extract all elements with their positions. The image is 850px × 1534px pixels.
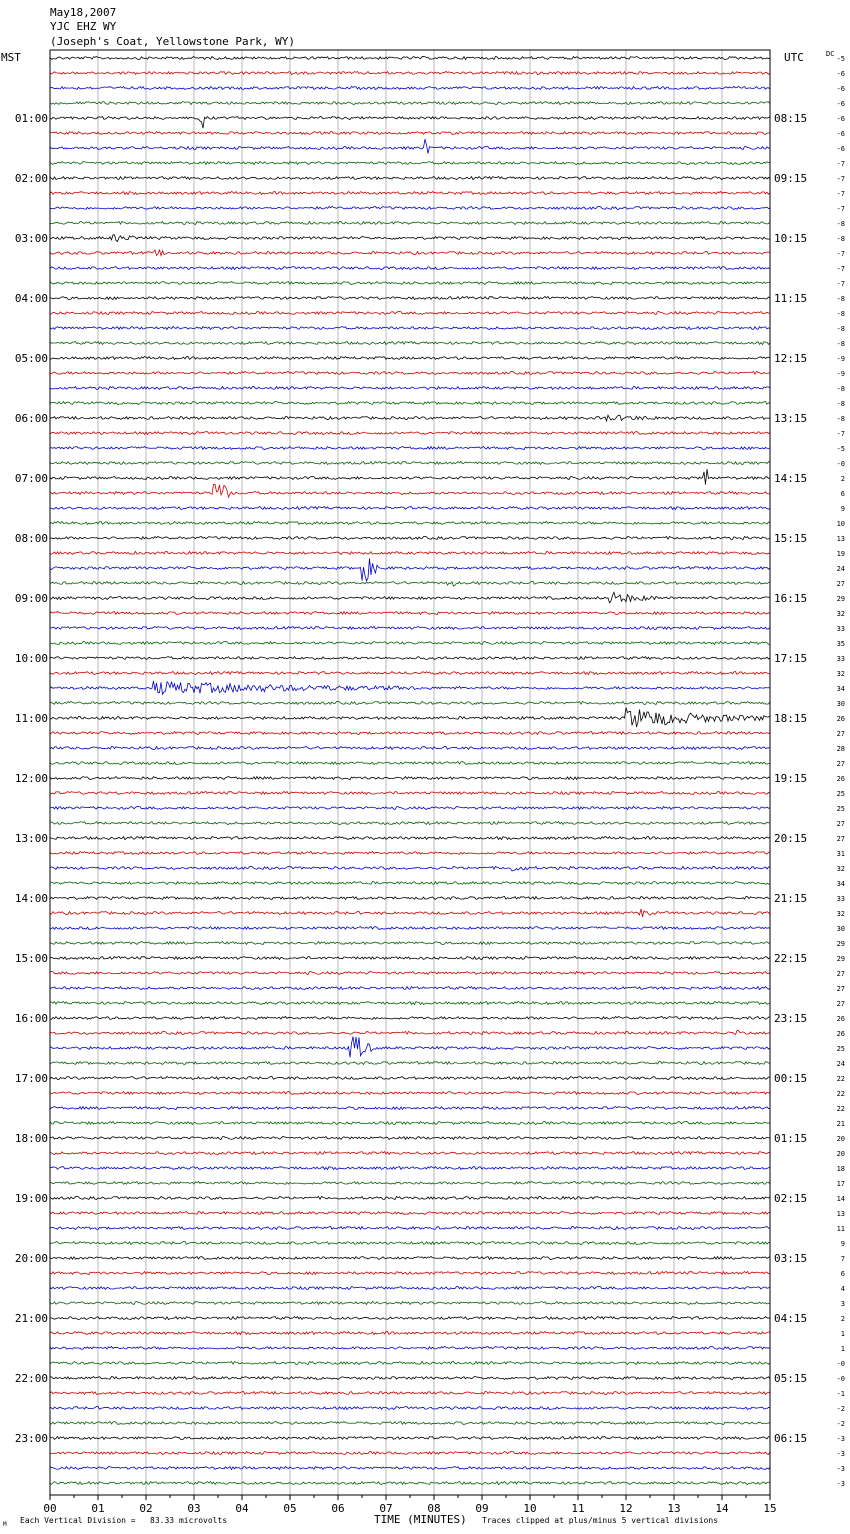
axis-labels [1,50,845,1528]
dc-offset-label: 30 [836,700,845,708]
dc-offset-label: 22 [836,1105,845,1113]
trace-row-94 [50,1467,770,1470]
right-hour-label: 03:15 [774,1252,808,1265]
trace-row-10 [50,206,770,209]
trace-row-69 [50,1092,770,1095]
dc-offset-label: 2 [840,1315,845,1323]
dc-offset-label: -6 [836,100,845,108]
trace-row-2 [50,86,770,89]
trace-row-35 [50,582,770,587]
right-hour-label: 21:15 [774,892,808,905]
trace-row-95 [50,1482,770,1485]
dc-offset-label: 27 [836,835,845,843]
x-tick-label-04: 04 [235,1502,249,1515]
dc-offset-label: 32 [836,910,845,918]
trace-row-71 [50,1121,770,1124]
x-tick-label-15: 15 [763,1502,777,1515]
dc-offset-label: 26 [836,715,845,723]
trace-row-58 [50,927,770,930]
dc-offset-label: 18 [836,1165,845,1173]
seismic-traces [50,56,770,1484]
dc-offset-label: -7 [836,430,845,438]
trace-row-63 [50,1001,770,1004]
trace-row-24 [50,415,770,421]
right-hour-label: 09:15 [774,172,808,185]
dc-title: DC [826,50,835,58]
trace-row-43 [50,701,770,704]
x-tick-label-12: 12 [619,1502,633,1515]
trace-row-22 [50,386,770,389]
dc-offset-label: 32 [836,865,845,873]
left-hour-label: 01:00 [14,112,48,125]
trace-row-91 [50,1422,770,1425]
dc-offset-label: -3 [836,1450,845,1458]
left-hour-label: 11:00 [14,712,48,725]
right-hour-label: 10:15 [774,232,808,245]
trace-row-34 [50,558,770,580]
left-hour-label: 07:00 [14,472,48,485]
dc-offset-label: 24 [836,565,845,573]
left-hour-label: 02:00 [14,172,48,185]
trace-row-64 [50,1016,770,1019]
trace-row-90 [50,1407,770,1410]
right-hour-label: 04:15 [774,1312,808,1325]
dc-offset-label: 22 [836,1090,845,1098]
left-hour-label: 13:00 [14,832,48,845]
right-axis-title: UTC [784,51,804,64]
dc-offset-label: -8 [836,385,845,393]
dc-offset-label: 26 [836,1030,845,1038]
trace-row-59 [50,942,770,945]
x-tick-label-08: 08 [427,1502,441,1515]
trace-row-8 [50,177,770,180]
trace-row-74 [50,1166,770,1169]
trace-row-70 [50,1106,770,1109]
left-hour-label: 23:00 [14,1432,48,1445]
right-hour-label: 02:15 [774,1192,808,1205]
dc-offset-label: 13 [836,1210,845,1218]
x-tick-label-13: 13 [667,1502,681,1515]
dc-offset-label: -6 [836,70,845,78]
trace-row-19 [50,342,770,345]
trace-row-67 [50,1062,770,1065]
dc-offset-label: 11 [836,1225,845,1233]
trace-row-54 [50,866,770,871]
dc-offset-label: 26 [836,1015,845,1023]
left-hour-label: 08:00 [14,532,48,545]
dc-offset-label: 27 [836,1000,845,1008]
left-hour-label: 20:00 [14,1252,48,1265]
trace-row-93 [50,1451,770,1454]
trace-row-21 [50,371,770,374]
dc-offset-label: -8 [836,400,845,408]
dc-offset-label: 27 [836,580,845,588]
trace-row-62 [50,987,770,990]
x-axis-title: TIME (MINUTES) [374,1513,467,1526]
dc-offset-label: -5 [836,55,845,63]
dc-offset-label: 32 [836,610,845,618]
trace-row-25 [50,432,770,435]
left-hour-label: 14:00 [14,892,48,905]
left-hour-label: 21:00 [14,1312,48,1325]
trace-row-46 [50,747,770,750]
trace-row-38 [50,626,770,629]
dc-offset-label: -8 [836,415,845,423]
dc-offset-label: -7 [836,190,845,198]
left-hour-label: 19:00 [14,1192,48,1205]
trace-row-53 [50,851,770,854]
trace-row-61 [50,972,770,975]
right-hour-label: 08:15 [774,112,808,125]
trace-row-18 [50,327,770,330]
x-tick-label-01: 01 [91,1502,105,1515]
right-hour-label: 11:15 [774,292,808,305]
dc-offset-label: -0 [836,1360,845,1368]
dc-offset-label: 27 [836,760,845,768]
trace-row-50 [50,807,770,810]
trace-row-60 [50,956,770,959]
corner-mark: M [3,1521,7,1528]
trace-row-84 [50,1317,770,1320]
trace-row-87 [50,1361,770,1364]
dc-offset-label: 29 [836,595,845,603]
dc-offset-label: -8 [836,310,845,318]
dc-offset-label: -3 [836,1435,845,1443]
dc-offset-label: 35 [836,640,845,648]
trace-row-81 [50,1271,770,1274]
right-hour-label: 16:15 [774,592,808,605]
dc-offset-label: -3 [836,1465,845,1473]
trace-row-52 [50,836,770,839]
dc-offset-label: 2 [840,475,845,483]
trace-row-47 [50,762,770,765]
x-tick-label-11: 11 [571,1502,585,1515]
dc-offset-label: 7 [840,1255,845,1263]
trace-row-40 [50,657,770,660]
trace-row-9 [50,191,770,194]
dc-offset-label: 6 [840,490,845,498]
dc-offset-label: 10 [836,520,845,528]
dc-offset-label: -9 [836,370,845,378]
trace-row-26 [50,447,770,450]
trace-row-32 [50,536,770,539]
dc-offset-label: 34 [836,880,845,888]
dc-offset-label: -8 [836,325,845,333]
dc-offset-label: 27 [836,985,845,993]
dc-offset-label: 30 [836,925,845,933]
left-hour-label: 16:00 [14,1012,48,1025]
trace-row-31 [50,521,770,524]
trace-row-20 [50,356,770,359]
dc-offset-label: -2 [836,1405,845,1413]
right-hour-label: 18:15 [774,712,808,725]
dc-offset-label: 28 [836,745,845,753]
trace-row-49 [50,791,770,794]
dc-offset-label: 17 [836,1180,845,1188]
trace-row-23 [50,402,770,405]
trace-row-37 [50,612,770,615]
trace-row-83 [50,1302,770,1305]
trace-row-88 [50,1377,770,1380]
right-hour-label: 13:15 [774,412,808,425]
right-hour-label: 17:15 [774,652,808,665]
dc-offset-label: 21 [836,1120,845,1128]
trace-row-78 [50,1227,770,1230]
left-hour-label: 18:00 [14,1132,48,1145]
trace-row-1 [50,71,770,74]
trace-row-29 [50,484,770,497]
dc-offset-label: 9 [840,505,845,513]
x-tick-label-10: 10 [523,1502,537,1515]
right-hour-label: 06:15 [774,1432,808,1445]
trace-row-75 [50,1181,770,1184]
dc-offset-label: -6 [836,85,845,93]
dc-offset-label: 29 [836,940,845,948]
trace-row-15 [50,282,770,285]
right-hour-label: 15:15 [774,532,808,545]
dc-offset-label: -1 [836,1390,845,1398]
dc-offset-label: -5 [836,445,845,453]
trace-row-4 [50,116,770,128]
dc-offset-label: -6 [836,115,845,123]
dc-offset-label: 27 [836,730,845,738]
trace-row-12 [50,235,770,242]
trace-row-17 [50,311,770,314]
header-station: YJC EHZ WY [50,20,117,33]
dc-offset-label: 22 [836,1075,845,1083]
right-hour-label: 14:15 [774,472,808,485]
trace-row-80 [50,1257,770,1260]
trace-row-7 [50,162,770,165]
trace-row-6 [50,139,770,153]
right-hour-label: 01:15 [774,1132,808,1145]
trace-row-28 [50,469,770,484]
x-tick-label-03: 03 [187,1502,201,1515]
trace-row-82 [50,1286,770,1289]
trace-row-73 [50,1152,770,1155]
x-tick-label-06: 06 [331,1502,345,1515]
x-tick-label-02: 02 [139,1502,153,1515]
dc-offset-label: -8 [836,220,845,228]
dc-offset-label: -7 [836,160,845,168]
left-axis-title: MST [1,51,21,64]
dc-offset-label: -6 [836,145,845,153]
scale-note: Each Vertical Division = 83.33 microvolts [20,1516,228,1525]
dc-offset-label: -0 [836,1375,845,1383]
trace-row-13 [50,250,770,256]
header-location: (Joseph's Coat, Yellowstone Park, WY) [50,35,296,48]
trace-row-66 [50,1037,770,1058]
right-hour-label: 00:15 [774,1072,808,1085]
dc-offset-label: 20 [836,1135,845,1143]
trace-row-48 [50,777,770,780]
trace-row-79 [50,1242,770,1245]
clip-note: Traces clipped at plus/minus 5 vertical divisions [482,1516,719,1525]
trace-row-51 [50,822,770,825]
trace-row-72 [50,1137,770,1140]
dc-offset-label: -8 [836,340,845,348]
dc-offset-label: 13 [836,535,845,543]
trace-row-27 [50,461,770,464]
left-hour-label: 22:00 [14,1372,48,1385]
trace-row-56 [50,897,770,900]
x-tick-label-09: 09 [475,1502,489,1515]
dc-offset-label: -7 [836,175,845,183]
x-tick-label-05: 05 [283,1502,297,1515]
trace-row-65 [50,1030,770,1034]
dc-offset-label: 32 [836,670,845,678]
trace-row-0 [50,56,770,59]
dc-offset-label: -3 [836,1480,845,1488]
left-hour-label: 03:00 [14,232,48,245]
trace-row-76 [50,1196,770,1199]
x-tick-label-07: 07 [379,1502,393,1515]
trace-row-77 [50,1212,770,1215]
dc-offset-label: 33 [836,895,845,903]
left-hour-label: 17:00 [14,1072,48,1085]
dc-offset-label: 26 [836,775,845,783]
dc-offset-label: 6 [840,1270,845,1278]
trace-row-41 [50,671,770,674]
left-hour-label: 12:00 [14,772,48,785]
dc-offset-label: -7 [836,205,845,213]
dc-offset-label: -8 [836,295,845,303]
dc-offset-label: 4 [840,1285,845,1293]
trace-row-44 [50,708,770,728]
left-hour-label: 04:00 [14,292,48,305]
left-hour-label: 15:00 [14,952,48,965]
trace-row-68 [50,1077,770,1080]
trace-row-14 [50,267,770,270]
right-hour-label: 23:15 [774,1012,808,1025]
dc-offset-label: 31 [836,850,845,858]
dc-offset-label: 33 [836,655,845,663]
dc-offset-label: -7 [836,280,845,288]
dc-offset-label: 24 [836,1060,845,1068]
dc-offset-label: 29 [836,955,845,963]
dc-offset-label: 3 [840,1300,845,1308]
dc-offset-label: 27 [836,820,845,828]
trace-row-55 [50,882,770,885]
dc-offset-label: -0 [836,460,845,468]
dc-offset-label: -6 [836,130,845,138]
left-hour-label: 10:00 [14,652,48,665]
right-hour-label: 22:15 [774,952,808,965]
dc-offset-label: 20 [836,1150,845,1158]
trace-row-42 [50,681,770,695]
trace-row-36 [50,592,770,603]
dc-offset-label: 19 [836,550,845,558]
dc-offset-label: 25 [836,805,845,813]
dc-offset-label: -8 [836,235,845,243]
trace-row-92 [50,1436,770,1439]
right-hour-label: 20:15 [774,832,808,845]
dc-offset-label: 27 [836,970,845,978]
trace-row-39 [50,642,770,645]
dc-offset-label: 34 [836,685,845,693]
dc-offset-label: -7 [836,250,845,258]
trace-row-11 [50,221,770,224]
dc-offset-label: -9 [836,355,845,363]
trace-row-16 [50,296,770,299]
right-hour-label: 19:15 [774,772,808,785]
trace-row-3 [50,102,770,105]
x-tick-label-14: 14 [715,1502,729,1515]
dc-offset-label: 14 [836,1195,845,1203]
trace-row-89 [50,1392,770,1395]
dc-offset-label: -2 [836,1420,845,1428]
right-hour-label: 12:15 [774,352,808,365]
trace-row-57 [50,909,770,917]
left-hour-label: 06:00 [14,412,48,425]
dc-offset-label: 9 [840,1240,845,1248]
header-date: May18,2007 [50,6,117,19]
x-tick-label-00: 00 [43,1502,57,1515]
dc-offset-label: 25 [836,1045,845,1053]
left-hour-label: 09:00 [14,592,48,605]
dc-offset-label: 25 [836,790,845,798]
trace-row-45 [50,732,770,735]
trace-row-86 [50,1346,770,1349]
right-hour-label: 05:15 [774,1372,808,1385]
dc-offset-label: -7 [836,265,845,273]
dc-offset-label: 33 [836,625,845,633]
trace-row-85 [50,1331,770,1334]
dc-offset-label: 1 [840,1345,845,1353]
trace-row-30 [50,507,770,510]
trace-row-5 [50,132,770,135]
dc-offset-label: 1 [840,1330,845,1338]
trace-row-33 [50,551,770,554]
left-hour-label: 05:00 [14,352,48,365]
